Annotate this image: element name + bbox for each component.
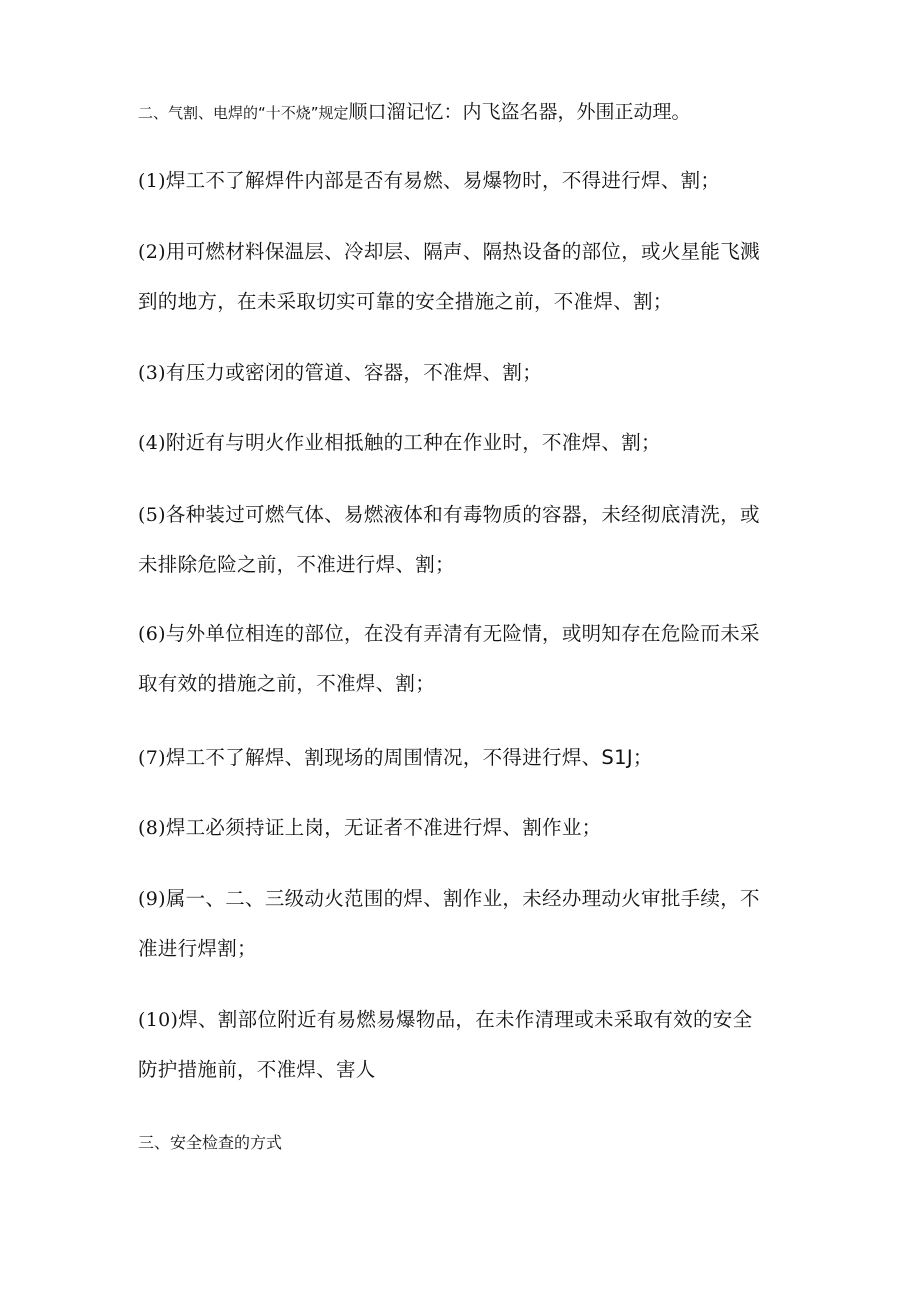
item-number: (8): [138, 817, 166, 839]
item-text: 与外单位相连的部位，在没有弄清有无险情，或明知存在危险而未采: [165, 622, 760, 645]
list-item: [138, 876, 788, 972]
item-number: (9): [138, 888, 166, 910]
list-item-line: [138, 492, 788, 538]
item-number: (4): [138, 432, 166, 454]
list-item-line: [138, 805, 788, 851]
list-item: [138, 805, 788, 851]
item-number: (7): [138, 747, 166, 769]
list-item-line: [138, 611, 788, 657]
list-item-line: 未排除危险之前，不准进行焊、割；: [138, 553, 455, 576]
section-two-heading-part2: 顺口溜记忆：内飞盗名器，外围正动理。: [348, 101, 691, 123]
list-item-line: 到的地方，在未采取切实可靠的安全措施之前，不准焊、割；: [138, 290, 673, 313]
item-text: 有压力或密闭的管道、容器，不准焊、割；: [165, 361, 543, 384]
section-two-heading: [138, 100, 691, 125]
list-item: [138, 735, 788, 781]
list-item-line: 防护措施前，不准焊、害人: [138, 1058, 376, 1081]
item-number: (5): [138, 504, 166, 526]
item-number: (2): [138, 241, 166, 263]
list-item: [138, 611, 788, 707]
item-text: 用可燃材料保温层、冷却层、隔声、隔热设备的部位，或火星能飞溅: [165, 240, 760, 263]
item-number: (1): [138, 170, 166, 192]
list-item-line: [138, 876, 788, 922]
item-text: 焊工必须持证上岗，无证者不准进行焊、割作业；: [165, 816, 602, 839]
list-item-line: [138, 229, 788, 275]
section-three-heading: 三、安全检查的方式: [138, 1133, 283, 1152]
section-two-heading-part1: 二、气割、电焊的“十不烧”规定: [138, 104, 349, 122]
item-text: 各种装过可燃气体、易燃液体和有毒物质的容器，未经彻底清洗，或: [165, 503, 760, 526]
item-number: (6): [138, 623, 166, 645]
list-item: [138, 350, 788, 396]
item-text: 焊工不了解焊件内部是否有易燃、易爆物时，不得进行焊、割；: [165, 169, 721, 192]
list-item: [138, 997, 788, 1093]
list-item: [138, 420, 788, 466]
list-item: [138, 158, 788, 204]
list-item-line: [138, 420, 788, 466]
list-item: [138, 229, 788, 325]
list-item-line: [138, 158, 788, 204]
list-item-line: 准进行焊割；: [138, 937, 257, 960]
list-item-line: 取有效的措施之前，不准焊、割；: [138, 672, 436, 695]
list-item-line: [138, 350, 788, 396]
item-text: 属一、二、三级动火范围的焊、割作业，未经办理动火审批手续，不: [165, 887, 760, 910]
item-number: (10): [138, 1009, 179, 1031]
item-text: 附近有与明火作业相抵触的工种在作业时，不准焊、割；: [165, 431, 661, 454]
item-text: 焊、割部位附近有易燃易爆物品，在未作清理或未采取有效的安全: [178, 1008, 753, 1031]
item-text: 焊工不了解焊、割现场的周围情况，不得进行焊、S1J；: [165, 746, 653, 769]
list-item-line: [138, 735, 788, 781]
item-number: (3): [138, 362, 166, 384]
list-item: [138, 492, 788, 588]
list-item-line: [138, 997, 788, 1043]
